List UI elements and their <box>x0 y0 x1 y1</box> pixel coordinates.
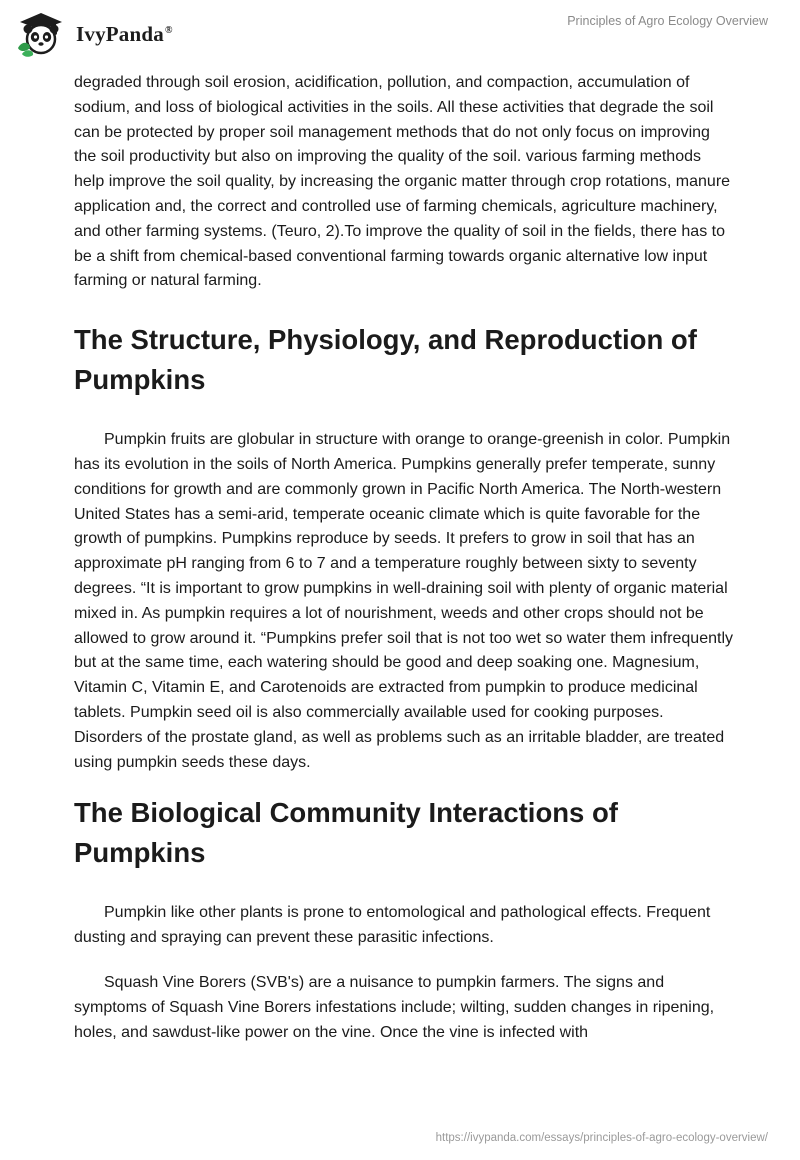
registered-mark: ® <box>164 24 173 36</box>
article-body <box>74 71 734 1045</box>
section-heading-community: The Biological Community Interactions of Pumpkins <box>74 797 618 869</box>
ivypanda-logo[interactable] <box>14 8 173 58</box>
logo-wordmark: IvyPanda® <box>76 21 173 46</box>
section-paragraph-community-2: Squash Vine Borers (SVB's) are a nuisance to pumpkin farmers. The signs and symptoms of Squash Vine Borers infestations include; wilting, sudden changes in ripening, holes, and sawdust-like power on the vine. Once the vine is infected with <box>74 973 715 1041</box>
intro-paragraph: degraded through soil erosion, acidification, pollution, and compaction, accumulation of sodium, and loss of biological activities in the soils. All these activities that degrade the soil can be protected by proper soil management methods that do not only focus on improving the soil productivity but also on improving the quality of the soil. various farming methods help improve the soil quality, by increasing the organic matter through crop rotations, manure application and, the correct and controlled use of farming chemicals, agriculture machinery, and other farming systems. (Teuro, 2).To improve the quality of soil in the fields, there has to be a shift from chemical-based conventional farming towards organic alternative low input farming or natural farming. <box>74 74 731 290</box>
source-url[interactable]: https://ivypanda.com/essays/principles-of-agro-ecology-overview/ <box>435 1132 768 1144</box>
page-header <box>0 0 800 70</box>
section-paragraph-community-1: Pumpkin like other plants is prone to entomological and pathological effects. Frequent dusting and spraying can prevent these parasitic infections. <box>74 904 711 947</box>
panda-graduate-icon <box>14 8 68 58</box>
section-heading-structure: The Structure, Physiology, and Reproduction of Pumpkins <box>74 324 697 396</box>
document-title: Principles of Agro Ecology Overview <box>567 14 768 28</box>
section-paragraph-structure: Pumpkin fruits are globular in structure with orange to orange-greenish in color. Pumpkin has its evolution in the soils of North America. Pumpkins generally prefer temperate, sunny conditions for growth and are commonly grown in Pacific North America. The North-western United States has a semi-arid, temperate oceanic climate which is quite favorable for the growth of pumpkins. Pumpkins reproduce by seeds. It prefers to grow in soil that has an approximate pH ranging from 6 to 7 and a temperature roughly between sixty to seventy degrees. “It is important to grow pumpkins in well-draining soil with plenty of organic material mixed in. As pumpkin requires a lot of nourishment, weeds and other crops should not be allowed to grow around it. “Pumpkins prefer soil that is not too wet so water them infrequently but at the same time, each watering should be good and deep soaking one. Magnesium, Vitamin C, Vitamin E, and Carotenoids are extracted from pumpkin to produce medicinal tablets. Pumpkin seed oil is also commercially available used for cooking purposes. Disorders of the prostate gland, as well as problems such as an irritable bladder, are treated using pumpkin seeds these days. <box>74 431 733 771</box>
